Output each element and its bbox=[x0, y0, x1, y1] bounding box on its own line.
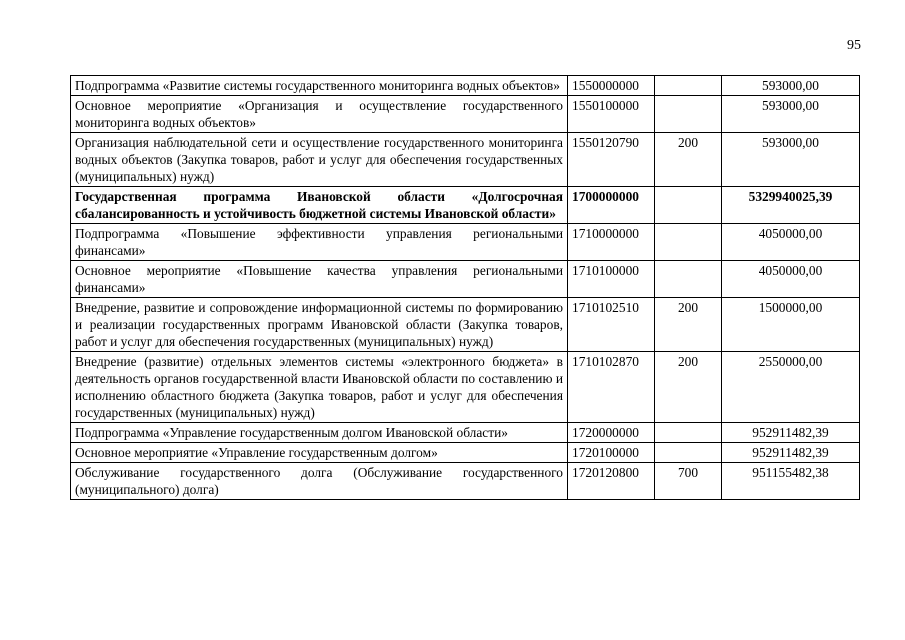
row-code-cell: 1720100000 bbox=[568, 443, 655, 463]
row-code-cell: 1550100000 bbox=[568, 96, 655, 133]
row-expense-type-cell bbox=[655, 76, 722, 96]
row-code-cell: 1710102870 bbox=[568, 352, 655, 423]
row-name-cell: Внедрение, развитие и сопровождение информационной системы по формированию и реализации государственных программ Ивановской области (Закупка товаров, работ и услуг для обеспечения государственных (муниципальных) нужд) bbox=[71, 298, 568, 352]
row-expense-type-cell: 200 bbox=[655, 352, 722, 423]
row-name-cell: Основное мероприятие «Повышение качества управления региональными финансами» bbox=[71, 261, 568, 298]
row-amount-cell: 593000,00 bbox=[722, 96, 860, 133]
row-expense-type-cell bbox=[655, 224, 722, 261]
table-row bbox=[71, 96, 860, 133]
table-row bbox=[71, 298, 860, 352]
row-expense-type-cell: 700 bbox=[655, 463, 722, 500]
row-code-cell: 1700000000 bbox=[568, 187, 655, 224]
row-name-cell: Подпрограмма «Повышение эффективности управления региональными финансами» bbox=[71, 224, 568, 261]
table-row bbox=[71, 187, 860, 224]
row-name-cell: Организация наблюдательной сети и осуществление государственного мониторинга водных объектов (Закупка товаров, работ и услуг для обеспечения государственных (муниципальных) нужд) bbox=[71, 133, 568, 187]
budget-table-body bbox=[71, 76, 860, 500]
row-expense-type-cell bbox=[655, 187, 722, 224]
row-amount-cell: 4050000,00 bbox=[722, 224, 860, 261]
row-name-cell: Основное мероприятие «Организация и осуществление государственного мониторинга водных объектов» bbox=[71, 96, 568, 133]
row-code-cell: 1710100000 bbox=[568, 261, 655, 298]
table-row bbox=[71, 443, 860, 463]
table-row bbox=[71, 463, 860, 500]
row-code-cell: 1710000000 bbox=[568, 224, 655, 261]
table-row bbox=[71, 423, 860, 443]
row-expense-type-cell: 200 bbox=[655, 133, 722, 187]
row-amount-cell: 952911482,39 bbox=[722, 423, 860, 443]
row-code-cell: 1550120790 bbox=[568, 133, 655, 187]
row-code-cell: 1550000000 bbox=[568, 76, 655, 96]
row-amount-cell: 952911482,39 bbox=[722, 443, 860, 463]
row-amount-cell: 951155482,38 bbox=[722, 463, 860, 500]
row-name-cell: Подпрограмма «Развитие системы государственного мониторинга водных объектов» bbox=[71, 76, 568, 96]
row-amount-cell: 1500000,00 bbox=[722, 298, 860, 352]
row-amount-cell: 5329940025,39 bbox=[722, 187, 860, 224]
row-amount-cell: 593000,00 bbox=[722, 133, 860, 187]
table-row bbox=[71, 76, 860, 96]
row-expense-type-cell bbox=[655, 261, 722, 298]
row-expense-type-cell bbox=[655, 96, 722, 133]
row-name-cell: Внедрение (развитие) отдельных элементов системы «электронного бюджета» в деятельность органов государственной власти Ивановской области по составлению и исполнению областного бюджета (Закупка товаров, работ и услуг для обеспечения государственных (муниципальных) нужд) bbox=[71, 352, 568, 423]
table-row bbox=[71, 224, 860, 261]
row-amount-cell: 593000,00 bbox=[722, 76, 860, 96]
row-name-cell: Основное мероприятие «Управление государственным долгом» bbox=[71, 443, 568, 463]
row-amount-cell: 4050000,00 bbox=[722, 261, 860, 298]
row-amount-cell: 2550000,00 bbox=[722, 352, 860, 423]
row-code-cell: 1720120800 bbox=[568, 463, 655, 500]
row-expense-type-cell bbox=[655, 423, 722, 443]
table-row bbox=[71, 352, 860, 423]
table-row bbox=[71, 261, 860, 298]
row-expense-type-cell bbox=[655, 443, 722, 463]
row-code-cell: 1720000000 bbox=[568, 423, 655, 443]
table-row bbox=[71, 133, 860, 187]
budget-table bbox=[70, 75, 860, 500]
row-name-cell: Государственная программа Ивановской области «Долгосрочная сбалансированность и устойчивость бюджетной системы Ивановской области» bbox=[71, 187, 568, 224]
row-name-cell: Обслуживание государственного долга (Обслуживание государственного (муниципального) долга) bbox=[71, 463, 568, 500]
row-code-cell: 1710102510 bbox=[568, 298, 655, 352]
page-number: 95 bbox=[847, 38, 861, 53]
row-name-cell: Подпрограмма «Управление государственным долгом Ивановской области» bbox=[71, 423, 568, 443]
row-expense-type-cell: 200 bbox=[655, 298, 722, 352]
